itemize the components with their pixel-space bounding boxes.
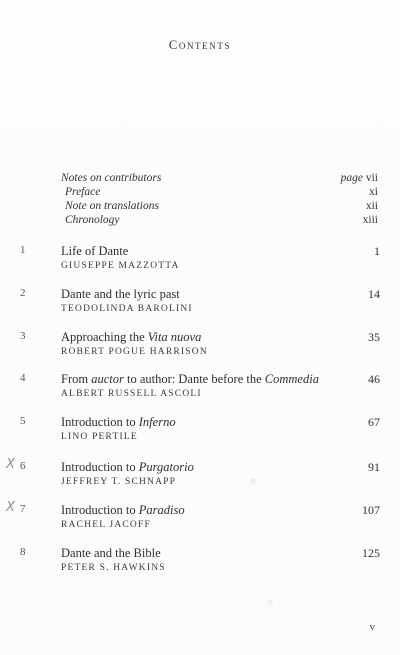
chapter-number: 2 [20, 287, 26, 299]
page-folio: v [369, 621, 375, 633]
front-matter-item [65, 186, 378, 200]
chapter-page: 1 [374, 244, 380, 258]
chapter-page: 14 [368, 287, 380, 301]
chapter-number: 3 [20, 330, 26, 342]
front-matter-label: Chronology [65, 214, 120, 226]
pencil-mark: X [6, 500, 15, 515]
chapter-title: Approaching the Vita nuova [61, 330, 202, 344]
chapter-author: PETER S. HAWKINS [61, 563, 166, 573]
front-matter-page-number: xi [369, 186, 378, 198]
chapter-title: From auctor to author: Dante before the Commedia [61, 372, 319, 386]
chapter-page: 35 [368, 330, 380, 344]
chapter-page: 67 [368, 415, 380, 429]
pencil-mark: X [6, 457, 15, 472]
page-title: Contents [168, 38, 232, 52]
chapter-title: Life of Dante [61, 244, 129, 258]
chapter-author: ALBERT RUSSELL ASCOLI [61, 389, 202, 399]
chapter-page: 46 [368, 372, 380, 386]
chapter-title: Dante and the lyric past [61, 287, 180, 301]
chapter-title: Introduction to Paradiso [61, 503, 185, 517]
chapter-number: 5 [20, 415, 26, 427]
front-matter-page-number: xiii [362, 214, 378, 226]
chapter-title: Introduction to Purgatorio [61, 460, 194, 474]
chapter-number: 8 [20, 546, 26, 558]
chapter-number: 1 [20, 244, 26, 256]
chapter-number: 6 [20, 460, 26, 472]
page-smudge [250, 478, 256, 484]
chapter-page: 107 [362, 503, 380, 517]
page-word: page [340, 172, 363, 184]
front-matter-page-number: vii [365, 172, 378, 184]
front-matter-item [61, 172, 378, 186]
page-smudge [268, 600, 273, 605]
chapter-author: GIUSEPPE MAZZOTTA [61, 261, 180, 271]
chapter-number: 7 [20, 503, 26, 515]
chapter-author: TEODOLINDA BAROLINI [61, 304, 193, 314]
chapter-page: 125 [362, 546, 380, 560]
front-matter-page-number: xii [365, 200, 378, 212]
chapter-title: Dante and the Bible [61, 546, 161, 560]
chapter-number: 4 [20, 372, 26, 384]
front-matter-item [65, 214, 378, 228]
front-matter-label: Preface [65, 186, 101, 198]
chapter-page: 91 [368, 460, 380, 474]
chapter-author: JEFFREY T. SCHNAPP [61, 477, 177, 487]
front-matter-item [65, 200, 378, 214]
chapter-title: Introduction to Inferno [61, 415, 176, 429]
front-matter-label: Note on translations [65, 200, 159, 212]
chapter-author: LINO PERTILE [61, 432, 138, 442]
front-matter-page [341, 172, 378, 184]
chapter-author: RACHEL JACOFF [61, 520, 151, 530]
chapter-author: ROBERT POGUE HARRISON [61, 347, 208, 357]
front-matter-label: Notes on contributors [61, 172, 162, 184]
